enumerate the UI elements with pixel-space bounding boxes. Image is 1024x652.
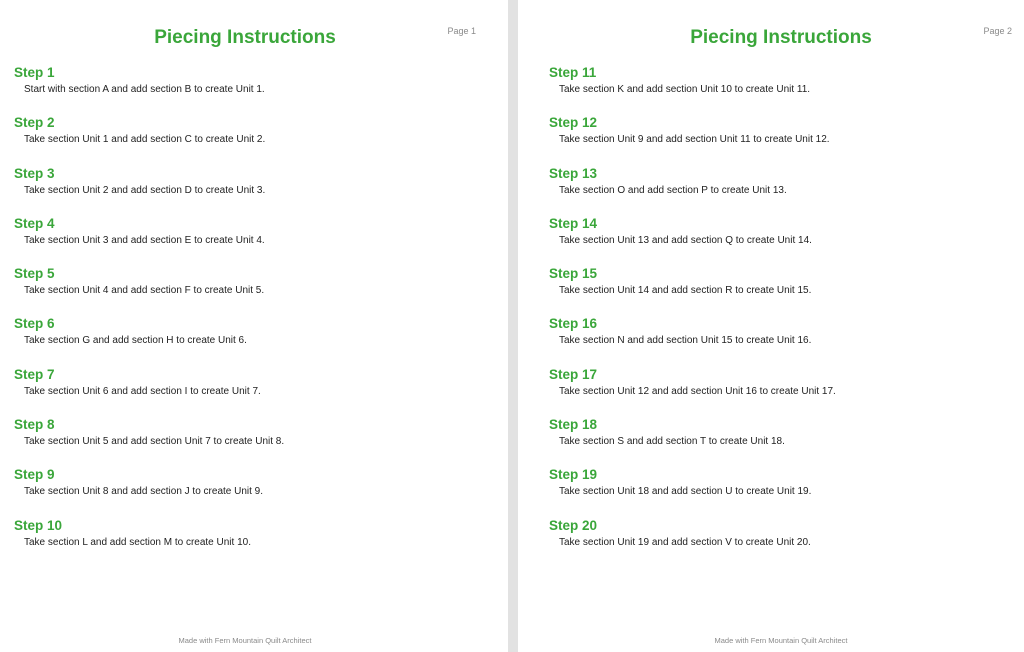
step-item [549, 416, 1010, 466]
step-text: Start with section A and add section B to create Unit 1. [24, 84, 265, 95]
step-item [14, 466, 494, 516]
step-heading: Step 17 [549, 366, 598, 382]
step-item [14, 366, 494, 416]
page-footer: Made with Fern Mountain Quilt Architect [714, 636, 848, 645]
step-heading: Step 5 [14, 266, 55, 282]
step-text: Take section Unit 5 and add section Unit 7 to create Unit 8. [24, 436, 285, 448]
step-item [549, 315, 1010, 365]
step-item [14, 64, 494, 114]
step-list [549, 64, 1010, 567]
step-heading: Step 18 [549, 417, 598, 433]
step-heading: Step 6 [14, 316, 55, 332]
step-item [549, 517, 1010, 567]
step-heading: Step 20 [549, 517, 598, 533]
step-text: Take section Unit 4 and add section F to create Unit 5. [24, 285, 265, 297]
step-text: Take section N and add section Unit 15 to create Unit 16. [559, 335, 812, 347]
step-item [549, 114, 1010, 164]
page-title: Piecing Instructions [690, 27, 872, 48]
page-number: Page 1 [447, 26, 476, 36]
step-text: Take section S and add section T to create Unit 18. [559, 436, 785, 448]
step-heading: Step 4 [14, 215, 55, 231]
step-text: Take section Unit 6 and add section I to create Unit 7. [24, 385, 261, 397]
step-text: Take section K and add section Unit 10 to create Unit 11. [559, 84, 811, 95]
step-item [14, 114, 494, 164]
step-heading: Step 16 [549, 316, 598, 332]
step-item [549, 466, 1010, 516]
step-text: Take section Unit 19 and add section V to create Unit 20. [559, 536, 811, 548]
step-heading: Step 11 [549, 65, 597, 80]
step-item [549, 64, 1010, 114]
step-heading: Step 19 [549, 467, 598, 483]
step-item [14, 265, 494, 315]
step-heading: Step 14 [549, 215, 598, 231]
step-text: Take section Unit 12 and add section Unit 16 to create Unit 17. [559, 385, 836, 397]
step-heading: Step 2 [14, 115, 55, 131]
step-text: Take section O and add section P to create Unit 13. [559, 184, 787, 196]
step-text: Take section G and add section H to create Unit 6. [24, 335, 247, 347]
page-gutter [508, 0, 518, 652]
step-text: Take section Unit 8 and add section J to create Unit 9. [24, 486, 264, 498]
step-item [549, 265, 1010, 315]
step-item [549, 366, 1010, 416]
step-text: Take section Unit 3 and add section E to create Unit 4. [24, 234, 265, 246]
step-heading: Step 8 [14, 417, 55, 433]
step-heading: Step 9 [14, 467, 55, 483]
step-heading: Step 13 [549, 165, 598, 181]
step-heading: Step 3 [14, 165, 55, 181]
step-text: Take section Unit 14 and add section R to create Unit 15. [559, 285, 812, 297]
page-2 [518, 0, 1024, 652]
step-item [549, 165, 1010, 215]
step-text: Take section Unit 1 and add section C to create Unit 2. [24, 134, 266, 146]
step-text: Take section Unit 9 and add section Unit 11 to create Unit 12. [559, 134, 830, 146]
step-item [14, 315, 494, 365]
step-list [14, 64, 494, 567]
step-heading: Step 15 [549, 266, 598, 282]
step-item [14, 165, 494, 215]
step-text: Take section Unit 2 and add section D to create Unit 3. [24, 184, 266, 196]
step-heading: Step 1 [14, 65, 55, 80]
step-item [549, 215, 1010, 265]
step-heading: Step 7 [14, 366, 55, 382]
step-text: Take section Unit 18 and add section U to create Unit 19. [559, 486, 812, 498]
page-number: Page 2 [983, 26, 1012, 36]
step-heading: Step 12 [549, 115, 598, 131]
step-heading: Step 10 [14, 517, 63, 533]
step-item [14, 215, 494, 265]
step-text: Take section Unit 13 and add section Q to create Unit 14. [559, 234, 812, 246]
step-text: Take section L and add section M to create Unit 10. [24, 536, 251, 548]
step-item [14, 517, 494, 567]
page-title: Piecing Instructions [154, 27, 336, 48]
step-item [14, 416, 494, 466]
page-footer: Made with Fern Mountain Quilt Architect [178, 636, 312, 645]
page-1 [0, 0, 508, 652]
